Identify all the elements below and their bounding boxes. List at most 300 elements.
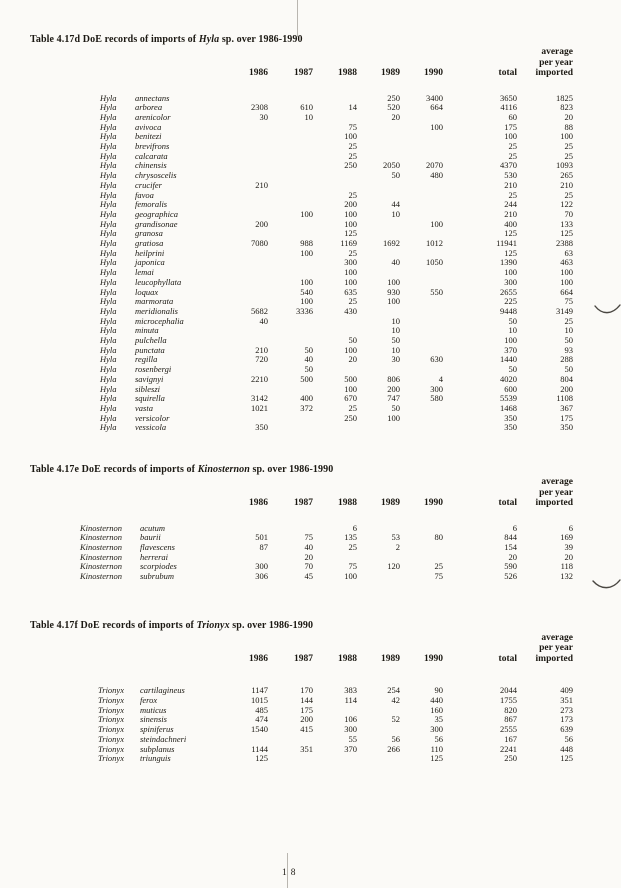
value-cell: 173 — [560, 714, 573, 725]
value-cell: 50 — [564, 364, 573, 375]
value-cell: 40 — [304, 542, 313, 553]
value-cell: 1147 — [251, 685, 268, 696]
value-cell — [400, 336, 443, 346]
value-cell: 372 — [300, 403, 313, 413]
value-cell: 125 — [560, 753, 573, 764]
column-header-1989: 1989 — [381, 68, 400, 78]
value-cell — [357, 220, 400, 230]
value-cell: 1440 — [500, 354, 517, 365]
value-cell: 11941 — [496, 238, 517, 249]
value-cell — [400, 543, 443, 553]
table-title-genus: Kinosternon — [197, 464, 250, 476]
imports-table-trionyx — [80, 633, 573, 764]
species-label: marmorata — [135, 296, 174, 307]
value-cell: 415 — [300, 724, 313, 735]
genus-label: Hyla — [100, 238, 117, 249]
value-cell: 100 — [430, 121, 443, 132]
value-cell: 580 — [430, 393, 443, 404]
genus-label: Hyla — [100, 208, 117, 219]
value-cell — [400, 297, 443, 307]
genus-label: Hyla — [100, 228, 117, 239]
value-cell: 80 — [434, 532, 443, 543]
value-cell — [400, 132, 443, 142]
table-title-genus: Trionyx — [196, 619, 230, 631]
value-cell: 200 — [300, 714, 313, 725]
page-number: 18 — [282, 868, 300, 878]
value-cell — [400, 414, 443, 424]
value-cell: 3336 — [296, 305, 313, 316]
species-label: microcephalia — [135, 315, 184, 326]
value-cell: 526 — [504, 571, 517, 582]
genus-label: Kinosternon — [80, 571, 123, 582]
value-cell: 44 — [391, 199, 400, 210]
table-title-prefix: Table 4.17f DoE records of imports of — [30, 619, 197, 631]
table-section-kinosternon — [0, 433, 621, 582]
species-label: geographica — [135, 208, 178, 219]
value-cell: 635 — [344, 286, 357, 297]
value-cell: 40 — [304, 354, 313, 365]
value-cell: 30 — [259, 111, 268, 122]
value-cell: 100 — [344, 383, 357, 394]
value-cell: 75 — [564, 296, 573, 307]
value-cell: 2210 — [251, 373, 268, 384]
value-cell: 25 — [348, 141, 357, 152]
value-cell — [210, 161, 268, 171]
genus-label: Hyla — [100, 179, 117, 190]
column-header-1986: 1986 — [249, 653, 268, 664]
value-cell — [210, 249, 268, 259]
value-cell: 100 — [387, 296, 400, 307]
species-label: versicolor — [135, 412, 170, 423]
value-cell: 520 — [387, 102, 400, 113]
value-cell — [400, 181, 443, 191]
column-header-1987: 1987 — [294, 498, 313, 509]
species-name-cell — [80, 754, 210, 764]
value-cell: 106 — [344, 714, 357, 725]
species-label: spiniferus — [140, 724, 174, 735]
table-row — [80, 754, 573, 764]
table-row — [80, 572, 573, 582]
genus-label: Hyla — [100, 344, 117, 355]
value-cell — [268, 191, 313, 201]
value-cell: 125 — [255, 753, 268, 764]
value-cell — [268, 423, 313, 433]
value-cell: 367 — [560, 403, 573, 413]
value-cell: 100 — [344, 571, 357, 582]
value-cell: 133 — [560, 218, 573, 229]
value-cell: 25 — [564, 150, 573, 161]
value-cell: 160 — [430, 704, 443, 715]
value-cell: 25 — [564, 315, 573, 326]
value-cell: 25 — [348, 189, 357, 200]
value-cell: 720 — [255, 354, 268, 365]
value-cell: 52 — [391, 714, 400, 725]
column-header-1988: 1988 — [338, 498, 357, 509]
value-cell: 125 — [344, 228, 357, 239]
value-cell: 70 — [564, 208, 573, 219]
genus-label: Hyla — [100, 257, 117, 268]
value-cell: 120 — [387, 561, 400, 572]
table-body — [80, 94, 573, 434]
species-label: meridionalis — [135, 305, 178, 316]
value-cell: 25 — [564, 141, 573, 152]
value-cell: 250 — [387, 92, 400, 103]
species-label: femoralis — [135, 199, 168, 210]
value-cell — [313, 423, 357, 433]
value-cell: 20 — [391, 111, 400, 122]
value-cell: 87 — [259, 542, 268, 553]
value-cell — [268, 181, 313, 191]
species-label: baurii — [140, 532, 161, 543]
value-cell: 4 — [438, 373, 443, 384]
value-cell: 55 — [348, 733, 357, 744]
value-cell: 210 — [504, 179, 517, 190]
value-cell: 288 — [560, 354, 573, 365]
genus-label: Trionyx — [98, 724, 124, 735]
value-cell — [268, 414, 313, 424]
species-label: pulchella — [135, 335, 167, 346]
table-title — [30, 34, 621, 45]
value-cell: 3149 — [556, 305, 573, 316]
value-cell: 1144 — [251, 743, 268, 754]
value-cell: 383 — [344, 685, 357, 696]
species-label: ferox — [140, 695, 158, 706]
value-cell: 132 — [560, 571, 573, 582]
value-cell — [268, 132, 313, 142]
value-cell: 100 — [560, 131, 573, 142]
value-cell — [210, 278, 268, 288]
column-header-1987: 1987 — [294, 68, 313, 78]
genus-label: Kinosternon — [80, 551, 123, 562]
column-header-total: total — [498, 653, 517, 664]
value-cell — [400, 200, 443, 210]
value-cell: 4020 — [500, 373, 517, 384]
value-cell: 244 — [504, 199, 517, 210]
column-header-1989: 1989 — [381, 653, 400, 664]
species-label: regilla — [135, 354, 158, 365]
species-label: sinensis — [140, 714, 167, 725]
value-cell: 988 — [300, 238, 313, 249]
value-cell: 350 — [255, 422, 268, 433]
value-cell: 300 — [344, 724, 357, 735]
column-header-1988: 1988 — [338, 653, 357, 664]
value-cell: 175 — [504, 121, 517, 132]
value-cell: 1093 — [556, 160, 573, 171]
value-cell: 400 — [300, 393, 313, 404]
value-cell: 154 — [504, 542, 517, 553]
species-label: avivoca — [135, 121, 162, 132]
species-label: triunguis — [140, 753, 171, 764]
table-title-suffix: sp. over 1986-1990 — [229, 619, 314, 631]
value-cell: 125 — [504, 247, 517, 258]
value-cell: 14 — [348, 102, 357, 113]
value-cell: 448 — [560, 743, 573, 754]
genus-label: Trionyx — [98, 753, 124, 764]
value-cell: 4370 — [500, 160, 517, 171]
genus-label: Kinosternon — [80, 542, 123, 553]
genus-label: Hyla — [100, 247, 117, 258]
header-row — [80, 633, 573, 687]
value-cell — [313, 171, 357, 181]
value-cell: 409 — [560, 685, 573, 696]
value-cell: 3142 — [251, 393, 268, 404]
value-cell: 300 — [504, 276, 517, 287]
species-label: subrubum — [140, 571, 175, 582]
value-cell: 25 — [348, 247, 357, 258]
value-cell: 254 — [387, 685, 400, 696]
value-cell: 550 — [430, 286, 443, 297]
genus-label: Hyla — [100, 412, 117, 423]
value-cell: 670 — [344, 393, 357, 404]
column-header-average: average per year imported — [535, 632, 573, 664]
genus-label: Hyla — [100, 121, 117, 132]
value-cell: 10 — [391, 344, 400, 355]
genus-label: Hyla — [100, 354, 117, 365]
value-cell: 40 — [391, 257, 400, 268]
species-label: annectans — [135, 92, 170, 103]
species-label: chrysoscelis — [135, 170, 177, 181]
value-cell — [357, 423, 400, 433]
value-cell: 50 — [304, 364, 313, 375]
value-cell — [268, 754, 313, 764]
value-cell — [268, 123, 313, 133]
value-cell: 250 — [344, 412, 357, 423]
value-cell: 175 — [300, 704, 313, 715]
value-cell — [400, 268, 443, 278]
species-label: savignyi — [135, 373, 164, 384]
value-cell: 1169 — [340, 238, 357, 249]
species-label: herrerai — [140, 551, 169, 562]
species-label: granosa — [135, 228, 163, 239]
genus-label: Hyla — [100, 305, 117, 316]
value-cell: 5539 — [500, 393, 517, 404]
value-cell: 50 — [391, 403, 400, 413]
value-cell: 25 — [564, 189, 573, 200]
genus-label: Trionyx — [98, 714, 124, 725]
table-title-genus: Hyla — [198, 34, 220, 45]
value-cell — [357, 132, 400, 142]
value-cell: 664 — [560, 286, 573, 297]
genus-label: Hyla — [100, 150, 117, 161]
species-label: cartilagineus — [140, 685, 185, 696]
value-cell: 300 — [344, 257, 357, 268]
value-cell: 100 — [387, 276, 400, 287]
value-cell: 210 — [255, 179, 268, 190]
value-cell: 664 — [430, 102, 443, 113]
value-cell: 210 — [504, 208, 517, 219]
value-cell — [210, 142, 268, 152]
table-title-suffix: sp. over 1986-1990 — [249, 464, 334, 476]
value-cell: 25 — [434, 561, 443, 572]
value-cell: 50 — [348, 335, 357, 346]
value-cell: 2 — [395, 542, 400, 553]
value-cell: 540 — [300, 286, 313, 297]
value-cell: 100 — [504, 131, 517, 142]
species-label: loquax — [135, 286, 159, 297]
value-cell: 1540 — [251, 724, 268, 735]
value-cell: 175 — [560, 412, 573, 423]
value-cell: 225 — [504, 296, 517, 307]
value-cell: 88 — [564, 121, 573, 132]
value-cell: 273 — [560, 704, 573, 715]
value-cell: 6 — [568, 522, 573, 533]
value-cell: 100 — [344, 131, 357, 142]
value-cell: 10 — [391, 315, 400, 326]
value-cell: 1755 — [500, 695, 517, 706]
value-cell: 30 — [391, 354, 400, 365]
value-cell — [210, 288, 268, 298]
column-header-1986: 1986 — [249, 68, 268, 78]
value-cell — [268, 171, 313, 181]
value-cell: 50 — [508, 364, 517, 375]
value-cell: 7080 — [251, 238, 268, 249]
species-label: grandisonae — [135, 218, 178, 229]
species-label: chinensis — [135, 160, 167, 171]
value-cell — [357, 754, 400, 764]
species-label: brevifrons — [135, 141, 170, 152]
value-cell: 56 — [434, 733, 443, 744]
value-cell — [210, 191, 268, 201]
value-cell — [268, 220, 313, 230]
species-label: scorpiodes — [140, 561, 177, 572]
genus-label: Hyla — [100, 102, 117, 113]
species-label: rosenbergi — [135, 364, 172, 375]
value-cell: 2050 — [383, 160, 400, 171]
value-cell — [210, 132, 268, 142]
genus-label: Trionyx — [98, 743, 124, 754]
genus-label: Hyla — [100, 325, 117, 336]
value-cell: 20 — [304, 551, 313, 562]
table-title-prefix: Table 4.17d DoE records of imports of — [30, 34, 199, 45]
value-cell: 350 — [504, 412, 517, 423]
value-cell: 35 — [434, 714, 443, 725]
value-cell: 501 — [255, 532, 268, 543]
value-cell: 806 — [387, 373, 400, 384]
value-cell: 250 — [504, 753, 517, 764]
value-cell: 1021 — [251, 403, 268, 413]
value-cell — [357, 142, 400, 152]
species-label: sibleszi — [135, 383, 161, 394]
value-cell: 50 — [564, 335, 573, 346]
value-cell: 93 — [564, 344, 573, 355]
species-label: steindachneri — [140, 733, 187, 744]
species-label: vasta — [135, 403, 153, 413]
table-title — [30, 620, 621, 631]
value-cell: 135 — [344, 532, 357, 543]
value-cell: 25 — [348, 296, 357, 307]
value-cell: 40 — [259, 315, 268, 326]
value-cell: 210 — [255, 344, 268, 355]
value-cell: 430 — [344, 305, 357, 316]
value-cell: 122 — [560, 199, 573, 210]
value-cell: 100 — [300, 276, 313, 287]
genus-label: Hyla — [100, 335, 117, 346]
value-cell: 844 — [504, 532, 517, 543]
table-section-trionyx — [0, 582, 621, 764]
value-cell: 100 — [300, 296, 313, 307]
table-title-suffix: sp. over 1986-1990 — [219, 34, 303, 45]
column-header-average: average per year imported — [535, 477, 573, 509]
value-cell — [400, 423, 443, 433]
value-cell: 2044 — [500, 685, 517, 696]
value-cell — [210, 200, 268, 210]
value-cell — [400, 142, 443, 152]
value-cell: 10 — [391, 325, 400, 336]
value-cell: 350 — [504, 422, 517, 433]
value-cell — [357, 123, 400, 133]
genus-label: Kinosternon — [80, 561, 123, 572]
species-label: arborea — [135, 102, 163, 113]
value-cell — [400, 365, 443, 375]
column-header-1989: 1989 — [381, 498, 400, 509]
species-name-cell — [80, 423, 210, 433]
value-cell: 75 — [348, 561, 357, 572]
value-cell: 370 — [504, 344, 517, 355]
value-cell: 400 — [504, 218, 517, 229]
value-cell: 100 — [344, 218, 357, 229]
genus-label: Hyla — [100, 218, 117, 229]
species-label: acutum — [140, 522, 166, 533]
value-cell: 169 — [560, 532, 573, 543]
genus-label: Trionyx — [98, 685, 124, 696]
value-cell — [357, 572, 400, 582]
column-header-1990: 1990 — [424, 68, 443, 78]
value-cell: 306 — [255, 571, 268, 582]
genus-label: Hyla — [100, 393, 117, 404]
value-cell — [400, 404, 443, 414]
species-label: benitezi — [135, 131, 162, 142]
value-cell: 820 — [504, 704, 517, 715]
species-label: vessicola — [135, 422, 167, 433]
value-cell — [268, 326, 313, 336]
value-cell: 6 — [352, 522, 357, 533]
value-cell: 2241 — [500, 743, 517, 754]
value-cell: 50 — [391, 170, 400, 181]
genus-label: Trionyx — [98, 695, 124, 706]
value-cell: 2308 — [251, 102, 268, 113]
value-cell: 20 — [348, 354, 357, 365]
value-cell: 167 — [504, 733, 517, 744]
column-header-average: average per year imported — [535, 47, 573, 78]
value-cell — [268, 152, 313, 162]
value-cell: 200 — [344, 199, 357, 210]
value-cell: 474 — [255, 714, 268, 725]
value-cell: 10 — [564, 325, 573, 336]
column-header-total: total — [498, 68, 517, 78]
value-cell: 300 — [255, 561, 268, 572]
value-cell: 56 — [564, 733, 573, 744]
value-cell: 118 — [560, 561, 573, 572]
column-header-1990: 1990 — [424, 498, 443, 509]
value-cell: 50 — [304, 344, 313, 355]
value-cell: 300 — [430, 724, 443, 735]
value-cell: 1012 — [426, 238, 443, 249]
genus-label: Trionyx — [98, 733, 124, 744]
species-label: subplanus — [140, 743, 175, 754]
value-cell — [400, 326, 443, 336]
value-cell: 2655 — [500, 286, 517, 297]
value-cell: 100 — [560, 276, 573, 287]
species-label: crucifer — [135, 179, 162, 190]
value-cell: 2388 — [556, 238, 573, 249]
species-label: favoa — [135, 189, 154, 200]
value-cell: 747 — [387, 393, 400, 404]
value-cell: 10 — [304, 111, 313, 122]
value-cell: 1050 — [426, 257, 443, 268]
value-cell: 100 — [300, 247, 313, 258]
value-cell: 10 — [391, 208, 400, 219]
value-cell: 370 — [344, 743, 357, 754]
